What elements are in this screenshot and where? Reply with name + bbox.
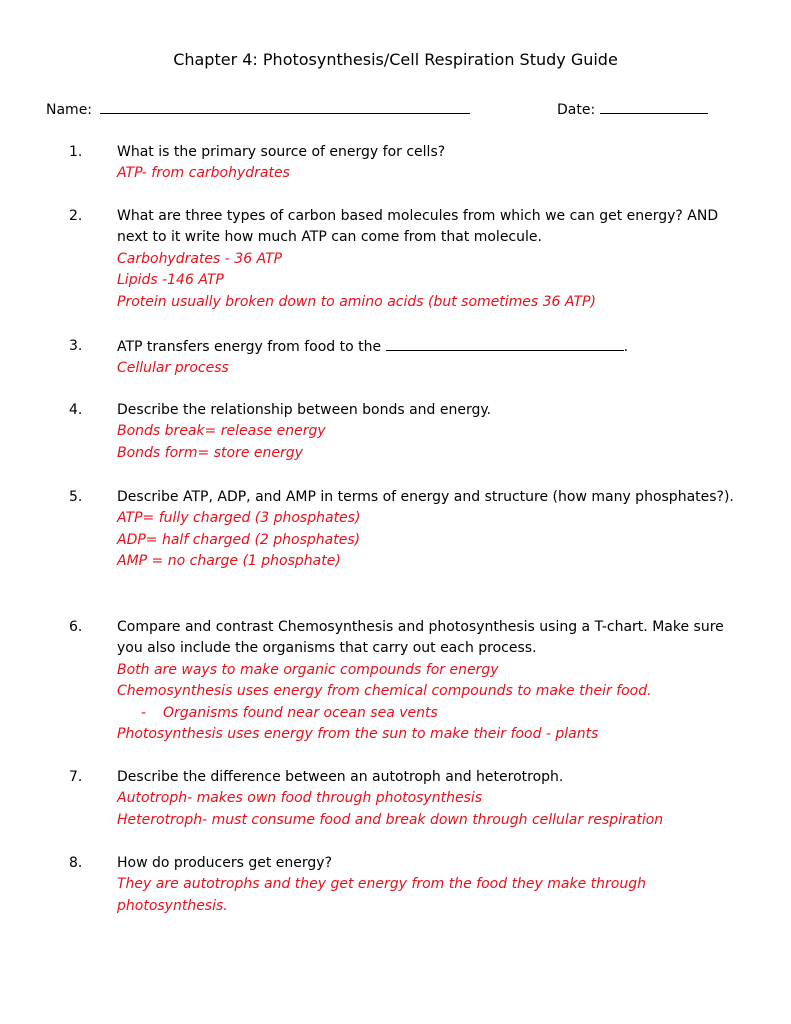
name-blank-line[interactable] [100, 99, 470, 114]
answer-line: Lipids -146 ATP [117, 272, 224, 289]
page-title: Chapter 4: Photosynthesis/Cell Respiration Study Guide [173, 50, 618, 69]
answer-line: ADP= half charged (2 phosphates) [117, 531, 361, 548]
question-number: 1. [69, 144, 83, 160]
dash-bullet: - [141, 704, 147, 721]
answer-line: They are autotrophs and they get energy from the food they make through [117, 876, 646, 893]
date-blank-line[interactable] [600, 99, 708, 114]
fill-in-blank[interactable] [386, 336, 624, 351]
answer-line: Both are ways to make organic compounds for energy [117, 661, 499, 678]
answer-line: Bonds form= store energy [117, 444, 303, 461]
answer-line: AMP = no charge (1 phosphate) [117, 553, 341, 570]
question-text: Describe the relationship between bonds and energy. [117, 402, 492, 418]
question-text-end: . [623, 339, 629, 355]
question-text: Compare and contrast Chemosynthesis and photosynthesis using a T-chart. Make sure [117, 619, 724, 635]
answer-line: photosynthesis. [117, 897, 228, 914]
date-field-row [557, 99, 708, 119]
answer-line: Autotroph- makes own food through photosynthesis [117, 790, 483, 807]
question-text: Describe ATP, ADP, and AMP in terms of energy and structure (how many phosphates?). [117, 489, 734, 505]
question-number: 5. [69, 489, 83, 505]
answer-sub-text: Organisms found near ocean sea vents [163, 704, 438, 721]
name-label: Name: [46, 102, 93, 118]
answer-sub-bullet [117, 703, 757, 724]
question-text: you also include the organisms that carry out each process. [117, 640, 537, 657]
answer-line: Heterotroph- must consume food and break down through cellular respiration [117, 811, 664, 828]
answer-line: ATP= fully charged (3 phosphates) [117, 510, 361, 527]
question-number: 2. [69, 208, 83, 224]
question-text: What are three types of carbon based molecules from which we can get energy? AND [117, 208, 719, 224]
answer-line: Chemosynthesis uses energy from chemical compounds to make their food. [117, 683, 652, 700]
question-text: next to it write how much ATP can come from that molecule. [117, 229, 542, 246]
question-number: 6. [69, 619, 83, 635]
question-text: How do producers get energy? [117, 855, 333, 871]
date-label: Date: [557, 102, 596, 118]
question-number: 3. [69, 338, 83, 354]
question-text-start: ATP transfers energy from food to the [117, 339, 386, 355]
question-text [117, 336, 757, 358]
answer-line: Cellular process [117, 360, 229, 377]
question-text: What is the primary source of energy for cells? [117, 144, 446, 160]
answer-line: Photosynthesis uses energy from the sun to make their food - plants [117, 726, 599, 743]
question-number: 7. [69, 769, 83, 785]
question-text: Describe the difference between an autotroph and heterotroph. [117, 769, 564, 785]
answer-line: Carbohydrates - 36 ATP [117, 250, 283, 267]
name-field-row [46, 99, 470, 119]
question-number: 8. [69, 855, 83, 871]
answer-line: Bonds break= release energy [117, 423, 326, 440]
answer-line: Protein usually broken down to amino acids (but sometimes 36 ATP) [117, 293, 596, 310]
answer-line: ATP- from carbohydrates [117, 165, 290, 182]
question-number: 4. [69, 402, 83, 418]
